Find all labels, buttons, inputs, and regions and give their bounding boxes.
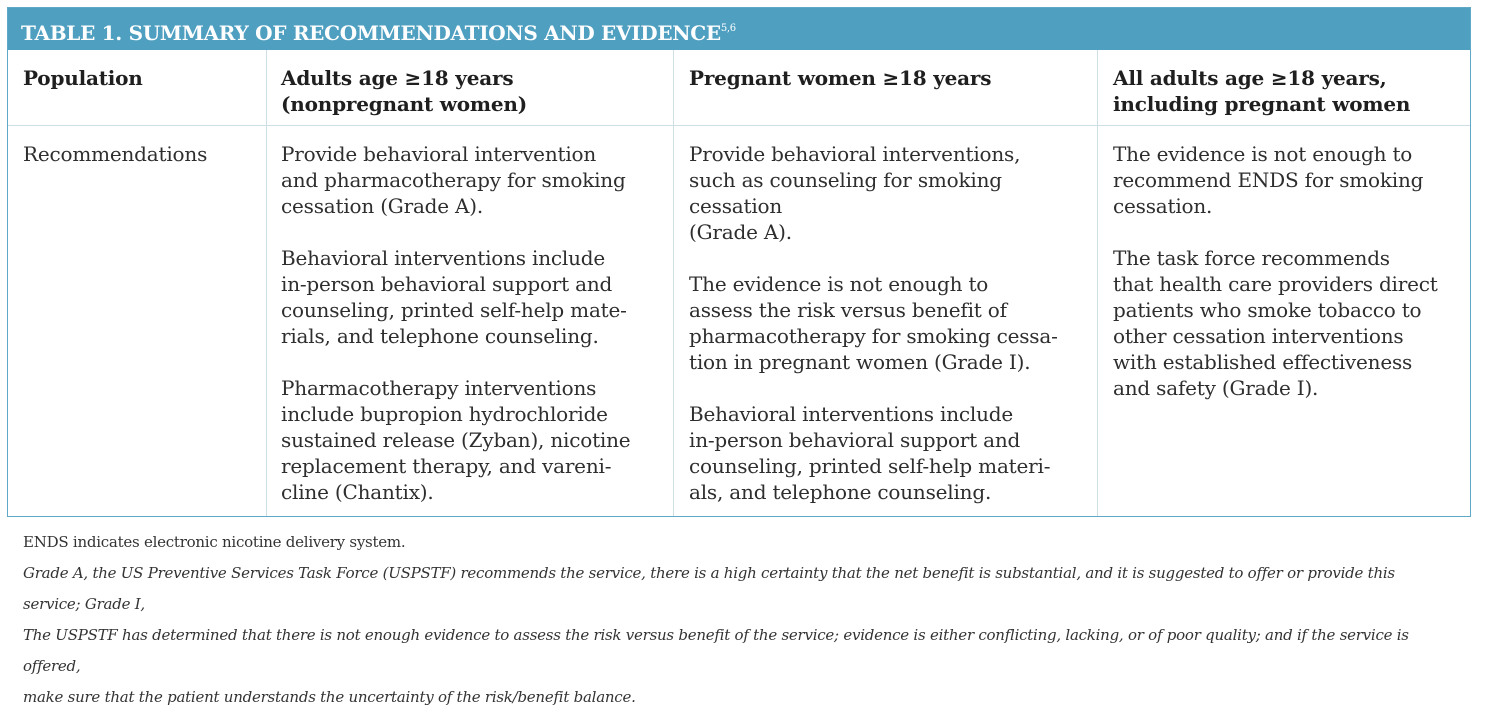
text-line: assess the risk versus benefit of <box>689 298 1007 322</box>
text-line: that health care providers direct <box>1113 272 1438 296</box>
text-line: with established effectiveness <box>1113 350 1413 374</box>
text-line: Provide behavioral intervention <box>281 142 597 166</box>
paragraph <box>1113 141 1465 219</box>
text-line: als, and telephone counseling. <box>689 480 992 504</box>
text-line: (Grade A). <box>689 220 792 244</box>
text-line: rials, and telephone counseling. <box>281 324 599 348</box>
text-line: The evidence is not enough to <box>1113 142 1413 166</box>
text-line: and pharmacotherapy for smoking <box>281 168 626 192</box>
text-line: The evidence is not enough to <box>689 272 989 296</box>
text-line: Provide behavioral interventions, <box>689 142 1021 166</box>
text-line: tion in pregnant women (Grade I). <box>689 350 1031 374</box>
text-line: other cessation interventions <box>1113 324 1404 348</box>
summary-table <box>7 7 1471 517</box>
footnote-grade-i: The USPSTF has determined that there is not enough evidence to assess the risk versus benefit of the service; evidence is either conflicting, lacking, or of poor quality; and if the service is offered, <box>23 626 1409 675</box>
table-title: TABLE 1. SUMMARY OF RECOMMENDATIONS AND EVIDENCE <box>21 21 721 45</box>
paragraph <box>281 375 676 505</box>
text-line: counseling, printed self-help mate- <box>281 298 627 322</box>
text-line: sustained release (Zyban), nicotine <box>281 428 631 452</box>
cell-pregnant-women <box>689 141 1099 531</box>
header-adults-nonpregnant <box>281 65 676 117</box>
text-line: in-person behavioral support and <box>689 428 1021 452</box>
text-line: Pharmacotherapy interventions <box>281 376 597 400</box>
text-line: cessation <box>689 194 783 218</box>
text-line: Behavioral interventions include <box>689 402 1014 426</box>
text-line: replacement therapy, and vareni- <box>281 454 612 478</box>
header-row-divider <box>8 125 1470 126</box>
header-line: including pregnant women <box>1113 92 1411 116</box>
header-pregnant-women <box>689 65 1099 91</box>
table-footnotes <box>23 527 1468 713</box>
footnote-grade-a-cont: service; Grade I, <box>23 595 145 613</box>
text-line: include bupropion hydrochloride <box>281 402 608 426</box>
paragraph <box>1113 245 1465 401</box>
text-line: in-person behavioral support and <box>281 272 613 296</box>
footnote-grade-i-cont: make sure that the patient understands the uncertainty of the risk/benefit balance. <box>23 688 636 706</box>
header-line: (nonpregnant women) <box>281 92 528 116</box>
text-line: Behavioral interventions include <box>281 246 606 270</box>
paragraph <box>689 271 1099 375</box>
paragraph <box>281 141 676 219</box>
table-title-bar <box>8 8 1470 50</box>
cell-adults-nonpregnant <box>281 141 676 531</box>
paragraph <box>689 141 1099 245</box>
text-line: such as counseling for smoking <box>689 168 1002 192</box>
header-line: Population <box>23 66 143 90</box>
header-line: All adults age ≥18 years, <box>1113 66 1387 90</box>
footnote-grade-a: Grade A, the US Preventive Services Task Force (USPSTF) recommends the service, there is a high certainty that the net benefit is substantial, and it is suggested to offer or provide this <box>23 564 1395 582</box>
text-line: The task force recommends <box>1113 246 1390 270</box>
header-population <box>23 65 263 91</box>
header-line: Pregnant women ≥18 years <box>689 66 992 90</box>
text-line: cessation (Grade A). <box>281 194 484 218</box>
header-line: Adults age ≥18 years <box>281 66 514 90</box>
row-label: Recommendations <box>23 142 208 166</box>
paragraph <box>281 245 676 349</box>
text-line: cessation. <box>1113 194 1213 218</box>
header-all-adults <box>1113 65 1465 117</box>
row-label-recommendations <box>23 141 263 167</box>
paragraph <box>689 401 1099 505</box>
title-references: 5,6 <box>720 23 736 34</box>
text-line: pharmacotherapy for smoking cessa- <box>689 324 1058 348</box>
cell-all-adults <box>1113 141 1465 427</box>
text-line: recommend ENDS for smoking <box>1113 168 1424 192</box>
column-divider <box>266 50 267 516</box>
text-line: and safety (Grade I). <box>1113 376 1319 400</box>
text-line: patients who smoke tobacco to <box>1113 298 1422 322</box>
text-line: counseling, printed self-help materi- <box>689 454 1051 478</box>
footnote-ends: ENDS indicates electronic nicotine delivery system. <box>23 533 406 551</box>
text-line: cline (Chantix). <box>281 480 434 504</box>
